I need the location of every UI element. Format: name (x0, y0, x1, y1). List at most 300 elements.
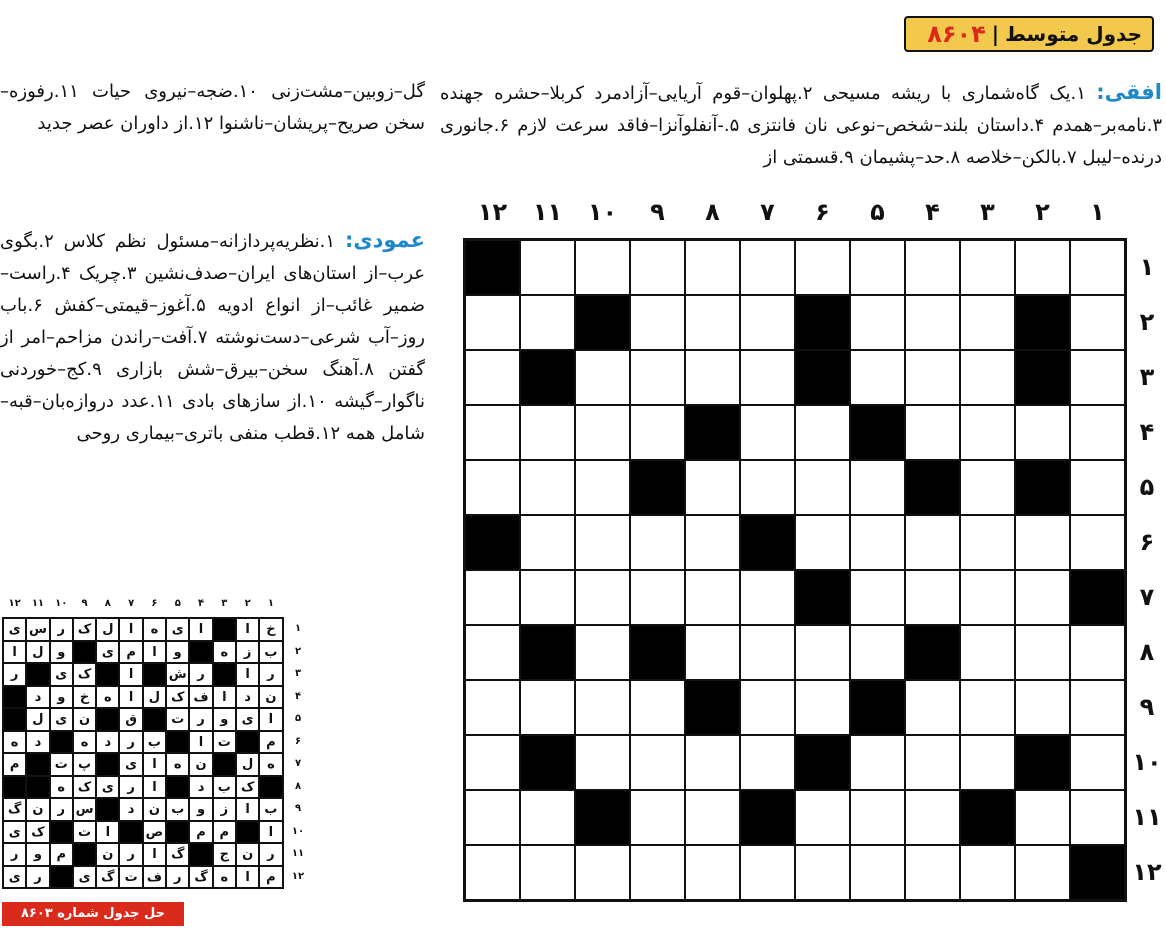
grid-cell[interactable] (960, 845, 1015, 900)
grid-cell[interactable] (960, 240, 1015, 295)
solution-cell: ا (259, 708, 282, 731)
grid-cell[interactable] (905, 790, 960, 845)
grid-cell[interactable] (1070, 515, 1125, 570)
grid-cell[interactable] (685, 570, 740, 625)
solution-black-cell (26, 663, 49, 686)
solution-column-number: ۶ (151, 598, 158, 609)
solution-black-cell (213, 753, 236, 776)
solution-cell: خ (73, 686, 96, 709)
solution-black-cell (189, 843, 212, 866)
grid-cell[interactable] (630, 295, 685, 350)
row-number: ۱۲ (1132, 858, 1162, 886)
solution-cell: و (50, 686, 73, 709)
grid-cell[interactable] (520, 295, 575, 350)
black-cell (1015, 295, 1070, 350)
grid-cell[interactable] (795, 460, 850, 515)
solution-cell: ص (143, 821, 166, 844)
solution-cell: ا (189, 618, 212, 641)
column-number: ۱۲ (477, 198, 508, 226)
solution-cell: ه (3, 731, 26, 754)
solution-cell: خ (259, 618, 282, 641)
solution-cell: ن (259, 686, 282, 709)
solution-cell: ا (143, 776, 166, 799)
black-cell (960, 790, 1015, 845)
solution-cell: گ (166, 843, 189, 866)
grid-cell[interactable] (465, 735, 520, 790)
column-number: ۱ (1090, 198, 1105, 226)
solution-cell: پ (73, 753, 96, 776)
black-cell (465, 240, 520, 295)
solution-black-cell (50, 866, 73, 889)
grid-cell[interactable] (960, 680, 1015, 735)
solution-cell: ن (96, 843, 119, 866)
solution-cell: ل (143, 686, 166, 709)
solution-black-cell (26, 753, 49, 776)
solution-black-cell (3, 686, 26, 709)
row-number: ۵ (1139, 473, 1155, 501)
grid-cell[interactable] (630, 845, 685, 900)
black-cell (795, 735, 850, 790)
grid-cell[interactable] (630, 240, 685, 295)
grid-cell[interactable] (1070, 460, 1125, 515)
column-number: ۷ (760, 198, 775, 226)
solution-black-cell (166, 821, 189, 844)
solution-cell: ن (143, 798, 166, 821)
solution-cell: م (259, 866, 282, 889)
solution-black-cell (96, 798, 119, 821)
solution-cell: د (119, 798, 142, 821)
grid-cell[interactable] (575, 680, 630, 735)
solution-cell: ه (143, 618, 166, 641)
solution-cell: د (96, 731, 119, 754)
grid-cell[interactable] (795, 845, 850, 900)
black-cell (850, 680, 905, 735)
grid-cell[interactable] (960, 570, 1015, 625)
black-cell (905, 460, 960, 515)
solution-row-number: ۷ (294, 758, 302, 769)
solution-cell: ه (73, 731, 96, 754)
solution-cell: ک (236, 776, 259, 799)
solution-column-number: ۱۰ (55, 598, 68, 609)
row-number: ۴ (1139, 418, 1155, 446)
grid-cell[interactable] (520, 240, 575, 295)
solution-cell: ب (213, 776, 236, 799)
solution-cell: و (26, 843, 49, 866)
grid-cell[interactable] (685, 625, 740, 680)
grid-cell[interactable] (1015, 405, 1070, 460)
column-number: ۴ (925, 198, 940, 226)
column-number: ۱۰ (587, 198, 618, 226)
solution-cell: ل (236, 753, 259, 776)
grid-cell[interactable] (905, 735, 960, 790)
grid-cell[interactable] (520, 515, 575, 570)
grid-cell[interactable] (1015, 680, 1070, 735)
solution-cell: ی (3, 618, 26, 641)
grid-cell[interactable] (685, 790, 740, 845)
grid-cell[interactable] (850, 240, 905, 295)
solution-cell: د (26, 686, 49, 709)
grid-cell[interactable] (465, 845, 520, 900)
solution-cell: ا (213, 686, 236, 709)
grid-cell[interactable] (465, 570, 520, 625)
black-cell (795, 570, 850, 625)
solution-column-number: ۸ (104, 598, 111, 609)
solution-cell: ه (50, 776, 73, 799)
grid-cell[interactable] (465, 790, 520, 845)
solution-row-number: ۹ (294, 803, 302, 814)
grid-cell[interactable] (960, 350, 1015, 405)
solution-caption: حل جدول شماره ۸۶۰۳ (2, 902, 184, 926)
grid-cell[interactable] (575, 460, 630, 515)
black-cell (575, 790, 630, 845)
black-cell (465, 515, 520, 570)
solution-black-cell (96, 708, 119, 731)
solution-cell: ی (119, 753, 142, 776)
black-cell (520, 625, 575, 680)
grid-cell[interactable] (465, 625, 520, 680)
solution-cell: ا (236, 866, 259, 889)
column-number: ۲ (1035, 198, 1050, 226)
down-clues (0, 224, 425, 450)
grid-cell[interactable] (520, 790, 575, 845)
solution-cell: ی (3, 821, 26, 844)
solution-cell: ج (213, 843, 236, 866)
grid-cell[interactable] (630, 790, 685, 845)
grid-cell[interactable] (740, 240, 795, 295)
black-cell (795, 350, 850, 405)
black-cell (795, 295, 850, 350)
solution-row-number: ۱ (294, 623, 302, 634)
grid-cell[interactable] (795, 515, 850, 570)
column-number: ۳ (980, 198, 995, 226)
solution-row-number: ۱۱ (291, 848, 305, 859)
grid-cell[interactable] (520, 460, 575, 515)
solution-cell: ب (143, 731, 166, 754)
solution-cell: م (50, 843, 73, 866)
grid-cell[interactable] (1070, 405, 1125, 460)
solution-cell: ب (166, 798, 189, 821)
grid-cell[interactable] (575, 735, 630, 790)
solution-black-cell (26, 776, 49, 799)
grid-cell[interactable] (850, 625, 905, 680)
grid-cell[interactable] (795, 625, 850, 680)
grid-cell[interactable] (905, 350, 960, 405)
grid-cell[interactable] (685, 460, 740, 515)
solution-cell: ر (189, 708, 212, 731)
solution-cell: ر (50, 618, 73, 641)
solution-column-number: ۱۱ (31, 598, 45, 609)
grid-cell[interactable] (685, 240, 740, 295)
grid-cell[interactable] (520, 845, 575, 900)
grid-cell[interactable] (1070, 240, 1125, 295)
grid-cell[interactable] (740, 295, 795, 350)
grid-cell[interactable] (850, 845, 905, 900)
grid-cell[interactable] (1015, 790, 1070, 845)
solution-cell: ا (143, 753, 166, 776)
grid-cell[interactable] (575, 570, 630, 625)
row-number: ۱۱ (1132, 803, 1162, 831)
solution-cell: ل (26, 641, 49, 664)
solution-cell: ا (236, 798, 259, 821)
grid-cell[interactable] (960, 460, 1015, 515)
solution-cell: ک (73, 618, 96, 641)
grid-cell[interactable] (575, 515, 630, 570)
puzzle-title-box (904, 16, 1154, 52)
solution-row-number: ۳ (294, 668, 302, 679)
solution-column-number: ۹ (81, 598, 88, 609)
solution-cell: ی (96, 641, 119, 664)
grid-cell[interactable] (960, 515, 1015, 570)
grid-cell[interactable] (795, 240, 850, 295)
column-number: ۸ (705, 198, 720, 226)
grid-cell[interactable] (630, 570, 685, 625)
grid-cell[interactable] (740, 625, 795, 680)
solution-cell: ن (26, 798, 49, 821)
solution-black-cell (73, 843, 96, 866)
solution-cell: ل (96, 618, 119, 641)
puzzle-title: جدول متوسط (1005, 22, 1142, 46)
solution-cell: ک (73, 663, 96, 686)
solution-cell: ش (166, 663, 189, 686)
solution-cell: م (213, 821, 236, 844)
solution-cell: ا (143, 641, 166, 664)
solution-cell: ا (96, 821, 119, 844)
grid-cell[interactable] (575, 625, 630, 680)
grid-cell[interactable] (740, 845, 795, 900)
solution-cell: و (213, 708, 236, 731)
black-cell (685, 405, 740, 460)
grid-cell[interactable] (630, 350, 685, 405)
solution-cell: ز (213, 798, 236, 821)
black-cell (630, 625, 685, 680)
solution-cell: ت (213, 731, 236, 754)
solution-black-cell (166, 776, 189, 799)
solution-cell: ب (259, 641, 282, 664)
solution-cell: ی (73, 866, 96, 889)
grid-cell[interactable] (905, 845, 960, 900)
solution-cell: ا (236, 618, 259, 641)
solution-row-number: ۴ (294, 690, 302, 702)
solution-row-number: ۱۲ (291, 870, 305, 882)
down-heading: عمودی: (344, 228, 425, 252)
grid-cell[interactable] (1070, 350, 1125, 405)
solution-column-number: ۴ (197, 598, 205, 609)
solution-row-number: ۸ (294, 780, 302, 792)
solution-black-cell (50, 731, 73, 754)
black-cell (575, 295, 630, 350)
grid-cell[interactable] (685, 295, 740, 350)
row-number: ۶ (1139, 528, 1155, 556)
solution-cell: ی (96, 776, 119, 799)
solution-cell: ر (119, 776, 142, 799)
solution-black-cell (236, 731, 259, 754)
solution-black-cell (119, 821, 142, 844)
grid-cell[interactable] (960, 295, 1015, 350)
grid-cell[interactable] (850, 790, 905, 845)
row-number: ۹ (1139, 693, 1155, 721)
row-number: ۱۰ (1132, 748, 1162, 776)
solution-cell: ر (259, 843, 282, 866)
solution-cell: ف (189, 686, 212, 709)
solution-column-number: ۲ (244, 598, 251, 609)
solution-cell: ر (166, 866, 189, 889)
across-clues-continued (0, 76, 425, 140)
solution-cell: ک (73, 776, 96, 799)
solution-cell: ر (189, 663, 212, 686)
black-cell (520, 350, 575, 405)
solution-column-number: ۷ (128, 598, 135, 609)
grid-cell[interactable] (905, 570, 960, 625)
across-heading: افقی: (1096, 80, 1162, 104)
solution-black-cell (166, 731, 189, 754)
column-number: ۹ (650, 198, 665, 226)
grid-cell[interactable] (575, 405, 630, 460)
solution-row-number: ۶ (294, 735, 302, 747)
row-number: ۳ (1139, 363, 1155, 391)
grid-cell[interactable] (465, 460, 520, 515)
solution-black-cell (3, 776, 26, 799)
grid-cell[interactable] (795, 680, 850, 735)
grid-cell[interactable] (630, 735, 685, 790)
grid-cell[interactable] (905, 515, 960, 570)
solution-cell: ه (166, 753, 189, 776)
grid-cell[interactable] (685, 735, 740, 790)
solution-black-cell (50, 821, 73, 844)
row-number: ۷ (1139, 583, 1155, 611)
solution-cell: ر (3, 663, 26, 686)
grid-cell[interactable] (575, 845, 630, 900)
solution-cell: ی (50, 708, 73, 731)
grid-cell[interactable] (465, 680, 520, 735)
grid-cell[interactable] (850, 350, 905, 405)
solution-cell: ا (143, 843, 166, 866)
grid-cell[interactable] (850, 460, 905, 515)
grid-cell[interactable] (630, 515, 685, 570)
grid-cell[interactable] (795, 790, 850, 845)
grid-cell[interactable] (850, 570, 905, 625)
grid-cell[interactable] (1070, 625, 1125, 680)
grid-cell[interactable] (850, 735, 905, 790)
grid-cell[interactable] (685, 350, 740, 405)
grid-cell[interactable] (685, 845, 740, 900)
solution-column-number: ۱۲ (8, 598, 21, 609)
solution-cell: م (119, 641, 142, 664)
solution-cell: ن (236, 843, 259, 866)
column-number: ۵ (870, 198, 885, 226)
grid-cell[interactable] (465, 405, 520, 460)
title-separator: | (991, 22, 1000, 46)
solution-black-cell (143, 663, 166, 686)
solution-cell: ی (50, 663, 73, 686)
grid-cell[interactable] (575, 350, 630, 405)
grid-cell[interactable] (740, 735, 795, 790)
grid-cell[interactable] (1070, 295, 1125, 350)
solution-black-cell (213, 663, 236, 686)
solution-cell: و (166, 641, 189, 664)
grid-cell[interactable] (520, 570, 575, 625)
grid-cell[interactable] (740, 350, 795, 405)
grid-cell[interactable] (575, 240, 630, 295)
grid-cell[interactable] (1015, 515, 1070, 570)
grid-cell[interactable] (1015, 845, 1070, 900)
solution-cell: گ (189, 866, 212, 889)
solution-cell: ت (119, 866, 142, 889)
grid-cell[interactable] (1015, 240, 1070, 295)
grid-cell[interactable] (850, 295, 905, 350)
grid-cell[interactable] (465, 350, 520, 405)
solution-row-number: ۱۰ (291, 825, 305, 837)
grid-cell[interactable] (740, 460, 795, 515)
grid-cell[interactable] (905, 680, 960, 735)
black-cell (905, 625, 960, 680)
solution-cell: ا (3, 641, 26, 664)
solution-cell: م (3, 753, 26, 776)
solution-column-number: ۵ (174, 598, 181, 609)
grid-cell[interactable] (905, 240, 960, 295)
grid-cell[interactable] (1015, 570, 1070, 625)
solution-black-cell (3, 708, 26, 731)
grid-cell[interactable] (630, 405, 685, 460)
black-cell (740, 515, 795, 570)
grid-cell[interactable] (740, 405, 795, 460)
solution-cell: و (189, 798, 212, 821)
grid-cell[interactable] (795, 405, 850, 460)
solution-black-cell (73, 641, 96, 664)
solution-cell: د (236, 686, 259, 709)
column-number: ۱۱ (532, 198, 563, 226)
grid-cell[interactable] (1070, 680, 1125, 735)
grid-cell[interactable] (685, 515, 740, 570)
solution-cell: ب (259, 798, 282, 821)
black-cell (1070, 845, 1125, 900)
down-clues-text: ۱.نظریه‌پردازانه–مسئول نظم کلاس ۲.بگوی عرب–از استان‌های ایران–صدف‌نشین ۳.چریک ۴.راست–ضمیر غائب–از انواع ادویه ۵.آغوز–قیمتی–کفش ۶.باب روز–آب شرعی–دست‌نوشته ۷.آفت–راندن مزاحم–امر از گفتن ۸.آهنگ سخن–بیرق–شش بازاری ۹.کج–خوردنی ناگوار–گیشه ۱۰.از سازهای بادی ۱۱.عدد دروازه‌بان–قبه–شامل همه ۱۲.قطب منفی باتری–بیماری روحی (0, 231, 426, 444)
grid-cell[interactable] (740, 680, 795, 735)
grid-cell[interactable] (960, 735, 1015, 790)
grid-cell[interactable] (905, 405, 960, 460)
puzzle-number: ۸۶۰۴ (927, 20, 986, 48)
solution-black-cell (143, 708, 166, 731)
across-clues-text-b: گل–زوبین–مشت‌زنی ۱۰.ضجه–نیروی حیات ۱۱.رفوزه–سخن صریح–پریشان–ناشنوا ۱۲.از داوران عصر جدید (0, 81, 425, 134)
grid-cell[interactable] (520, 405, 575, 460)
grid-cell[interactable] (1070, 735, 1125, 790)
grid-cell[interactable] (1070, 790, 1125, 845)
solution-cell: ل (26, 708, 49, 731)
grid-cell[interactable] (960, 405, 1015, 460)
grid-cell[interactable] (905, 295, 960, 350)
grid-cell[interactable] (1015, 625, 1070, 680)
grid-cell[interactable] (740, 570, 795, 625)
solution-cell: ز (236, 641, 259, 664)
grid-cell[interactable] (850, 515, 905, 570)
grid-cell[interactable] (630, 680, 685, 735)
solution-cell: ن (73, 708, 96, 731)
black-cell (1015, 460, 1070, 515)
solution-cell: ق (119, 708, 142, 731)
solution-black-cell (236, 821, 259, 844)
black-cell (1015, 735, 1070, 790)
solution-cell: ت (166, 708, 189, 731)
solution-black-cell (259, 776, 282, 799)
solution-cell: ت (73, 821, 96, 844)
grid-cell[interactable] (465, 295, 520, 350)
solution-cell: ر (119, 843, 142, 866)
grid-cell[interactable] (960, 625, 1015, 680)
column-number: ۶ (815, 198, 830, 226)
solution-cell: ر (119, 731, 142, 754)
grid-cell[interactable] (520, 680, 575, 735)
row-number: ۸ (1139, 638, 1155, 666)
solution-cell: ی (3, 866, 26, 889)
